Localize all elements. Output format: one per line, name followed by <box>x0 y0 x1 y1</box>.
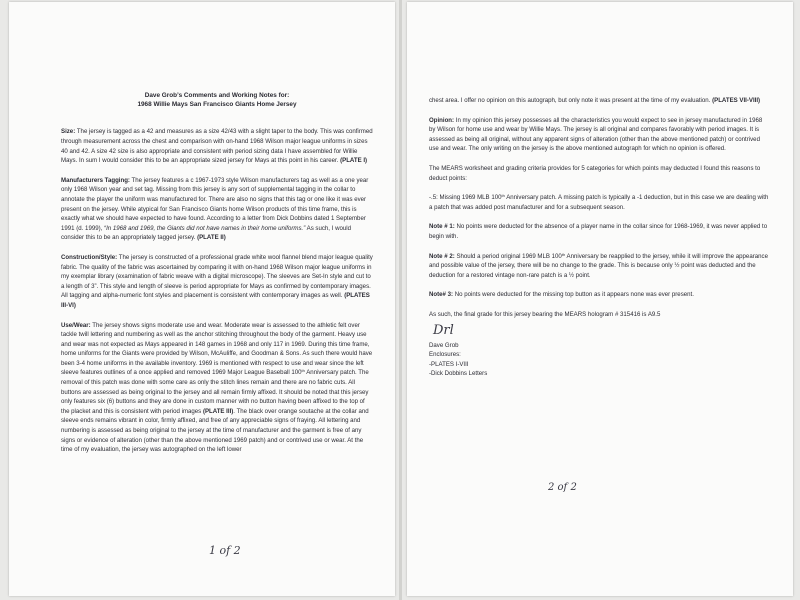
note-1-text: No points were deducted for the absence of a player name in the collar since for 1968-1969, it was never applied to begin with. <box>429 223 768 240</box>
document-title-line-2: 1968 Willie Mays San Francisco Giants Home Jersey <box>137 101 297 109</box>
size-text: The jersey is tagged as a 42 and measures as a size 42/43 with a slight taper to the body. This was confirmed through measurement across the chest and comparison with on-hand 1968 Wilson major league uniforms in sizes 40 and 42. A size 42 size is also appropriate and consistent with period sizing data I have assembled for Willie Mays. In sum I would consider this to be an appropriate sized jersey for Mays at this point in his career. <box>61 128 373 165</box>
tagging-ref: (PLATE II) <box>197 234 226 242</box>
document-page-1 <box>9 2 395 596</box>
tagging-label: Manufacturers Tagging: <box>61 176 130 184</box>
signer-name: Dave Grob <box>429 341 459 349</box>
continuation-ref: (PLATES VII-VIII) <box>712 97 761 104</box>
tagging-text-2: As such, I would consider this to be an appropriately tagged jersey. <box>61 224 351 242</box>
note-3-paragraph <box>429 290 769 300</box>
use-wear-label: Use/Wear: <box>61 321 91 329</box>
tagging-paragraph <box>61 176 373 243</box>
construction-label: Construction/Style: <box>61 253 118 261</box>
use-wear-text-2: Anniversary patch. The removal of this patch was done with some care as only the stitch lines remain and there are no fabric cuts. All buttons are assessed as being original to the jersey and all remain firmly affixed. It should be noted that this jersey only features six (6) buttons and they are done in custom manner with no button having been affixed to the top of the placket and this is consistent with period images <box>61 369 369 415</box>
continuation-text: chest area. I offer no opinion on this autograph, but only note it was present at the time of my evaluation. <box>429 97 711 104</box>
note-2-text: Should a period original 1969 MLB 100 <box>456 252 562 260</box>
enclosure-item: -PLATES I-VIII <box>429 360 469 368</box>
note-1-paragraph <box>429 222 769 241</box>
tagging-quote: “In 1968 and 1969, the Giants did not have names in their home uniforms.” <box>104 224 306 232</box>
page-1-handwritten-number: 1 of 2 <box>209 544 241 557</box>
opinion-label: Opinion: <box>429 116 455 124</box>
use-wear-text: The jersey shows signs moderate use and wear. Moderate wear is assessed to the athletic felt over tackle twill lettering and numbering as well as the anchor stitching throughout the body of the garment. Heavy use and wear was not expected as Mays appeared in 148 games in 1968 and only 117 in 1969. During this time frame, home uniforms for the Giants were provided by Wilson, McAuliffe, and Goodman & Sons. As such there would have been 3-4 home uniforms in the available inventory. 1969 is mentioned with respect to use and wear since the left sleeve features outlines of a once applied and removed 1969 Major League Baseball 100 <box>61 321 373 377</box>
page-1-body <box>9 2 395 455</box>
note-2-label: Note # 2: <box>429 252 455 260</box>
size-ref: (PLATE I) <box>340 157 368 165</box>
tagging-text: The jersey features a c 1967-1973 style Wilson manufacturers tag as well as a one year only 1968 Wilson year and set tag. Missing from this jersey is any sort of supplemental tagging in the collar to annotate the player the uniform was manufactured for. There are also no signs that this tag or one like it was ever present on the jersey. While atypical for San Francisco Giants home Wilson products of this time frame, this is exactly what we should have expected to have found. According to a letter from Dick Dobbins dated 1 September 1991 (d. 1999), <box>61 176 369 232</box>
note-2-text-2: Anniversary be reapplied to the jersey, while it will improve the appearance and possible value of the jersey, there will be no change to the grade. This is because only ½ point was deducted and the deduction for a restored vintage non-rare patch is a ½ point. <box>429 252 768 279</box>
signature-block <box>429 322 769 341</box>
use-wear-paragraph <box>61 321 373 455</box>
continuation-paragraph <box>429 96 769 106</box>
worksheet-paragraph: The MEARS worksheet and grading criteria provides for 5 categories for which points may deducted I found this reasons to deduct points: <box>429 164 761 182</box>
opinion-text: In my opinion this jersey possesses all the characteristics you would expect to see in jersey manufactured in 1968 by Wilson for home use and wear by Willie Mays. The jersey is all original and compares favorably with period images. It is assessed as being all original, without any apparent signs of alteration (other than the above mentioned patch) or contrived use and wear. The only writing on the jersey is the above mentioned autograph for which no opinion is offered. <box>429 116 763 153</box>
page-fold <box>399 0 402 600</box>
size-paragraph <box>61 127 373 165</box>
construction-ref: (PLATES III-VI) <box>61 292 370 309</box>
construction-paragraph <box>61 253 373 311</box>
final-grade-paragraph: As such, the final grade for this jersey bearing the MEARS hologram # 315416 is A9.5 <box>429 310 661 318</box>
page-2-handwritten-number: 2 of 2 <box>548 482 577 493</box>
note-3-label: Note# 3: <box>429 291 454 299</box>
note-2-superscript: th <box>561 251 566 257</box>
construction-text: The jersey is constructed of a professional grade white wool flannel blend major league quality fabric. The quality of the fabric was ascertained by comparing it with on-hand 1968 Wilson major league uniforms in my exemplar library (examination of fabric weave with a digital microscope). The sleeves are Set-In style and cut to a length of 3”. This style and length of sleeve is period appropriate for Mays as confirmed by contemporary images. All tagging and alpha-numeric font styles and placement is consistent with contemporary images as well. <box>61 253 373 300</box>
enclosure-item: -Dick Dobbins Letters <box>429 370 488 378</box>
opinion-paragraph <box>429 116 769 154</box>
deduction-prefix: -.5: Missing 1969 MLB 100 <box>429 194 502 202</box>
handwritten-signature: Drl <box>433 322 454 338</box>
note-1-label: Note # 1: <box>429 223 455 231</box>
document-title-line-1: Dave Grob’s Comments and Working Notes for: <box>144 92 290 99</box>
size-label: Size: <box>61 128 76 136</box>
deduction-superscript: th <box>501 193 505 199</box>
use-wear-text-3: . The black over orange soutache at the collar and sleeve ends remains vibrant in color, firmly affixed, and free of any appreciable signs of fraying. All lettering and numbering is assessed as being original to the jersey at the time of manufacturer and the garment is free of any signs or evidence of alteration (other than the above mentioned 1969 patch) and or contrived use or wear. At the time of my evaluation, the jersey was autographed on the left lower <box>61 407 369 454</box>
document-page-2 <box>407 2 793 596</box>
enclosures-label: Enclosures: <box>429 351 461 359</box>
use-wear-superscript: th <box>301 368 305 374</box>
page-2-body <box>407 2 793 379</box>
note-3-text: No points were deducted for the missing top button as it appears none was ever present. <box>454 291 694 299</box>
use-wear-ref: (PLATE III) <box>202 407 234 415</box>
deduction-paragraph <box>429 193 769 212</box>
deduction-text: Anniversary patch. A missing patch is typically a -1 deduction, but in this case we are dealing with a patch that was added post manufacturer and for a subsequent season. <box>429 194 769 211</box>
note-2-paragraph <box>429 252 769 281</box>
